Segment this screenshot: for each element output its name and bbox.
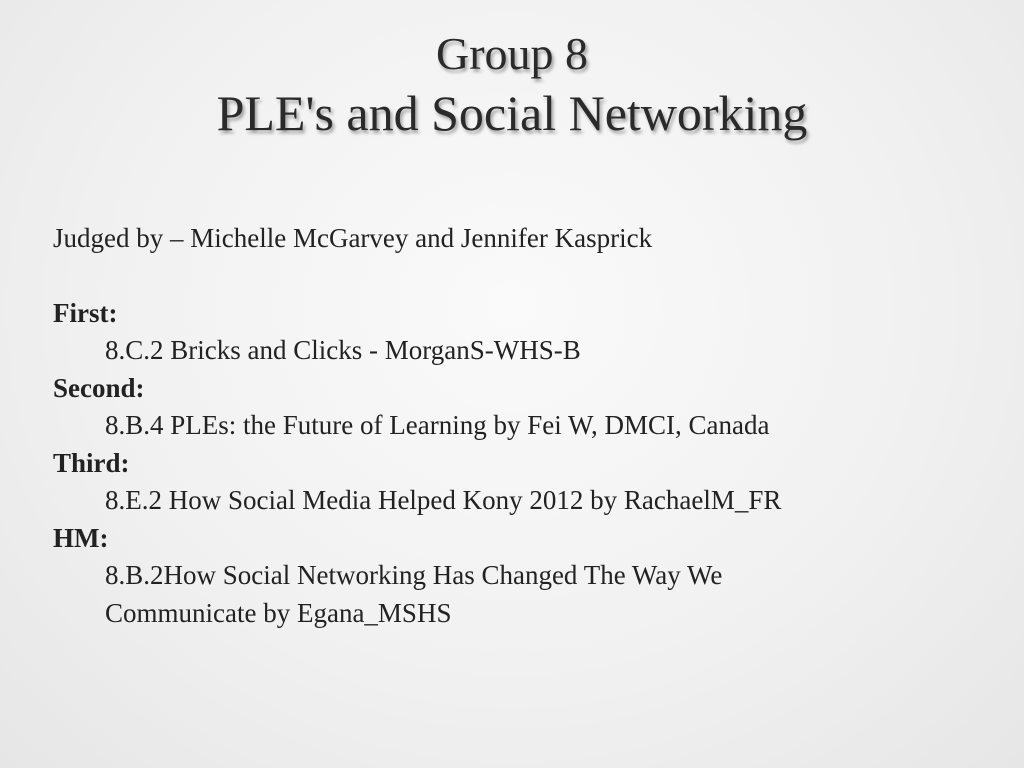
award-hm-entry-line-2: Communicate by Egana_MSHS xyxy=(105,597,452,628)
award-second-entry: 8.B.4 PLEs: the Future of Learning by Fei W, DMCI, Canada xyxy=(105,410,770,440)
judged-by-line: Judged by – Michelle McGarvey and Jennifer Kasprick xyxy=(53,223,653,253)
title-group: Group 8 xyxy=(435,28,589,79)
slide-title xyxy=(0,26,1024,144)
award-third-label: Third: xyxy=(53,447,130,478)
award-first-entry: 8.C.2 Bricks and Clicks - MorganS-WHS-B xyxy=(105,335,581,365)
award-second-label: Second: xyxy=(53,372,145,403)
slide-body xyxy=(53,220,993,632)
award-first-label: First: xyxy=(53,297,118,328)
award-third-entry: 8.E.2 How Social Media Helped Kony 2012 by RachaelM_FR xyxy=(105,485,782,515)
award-hm-entry-line-1: 8.B.2How Social Networking Has Changed The Way We xyxy=(105,560,723,590)
award-hm-label: HM: xyxy=(53,522,109,553)
title-topic: PLE's and Social Networking xyxy=(216,85,808,141)
